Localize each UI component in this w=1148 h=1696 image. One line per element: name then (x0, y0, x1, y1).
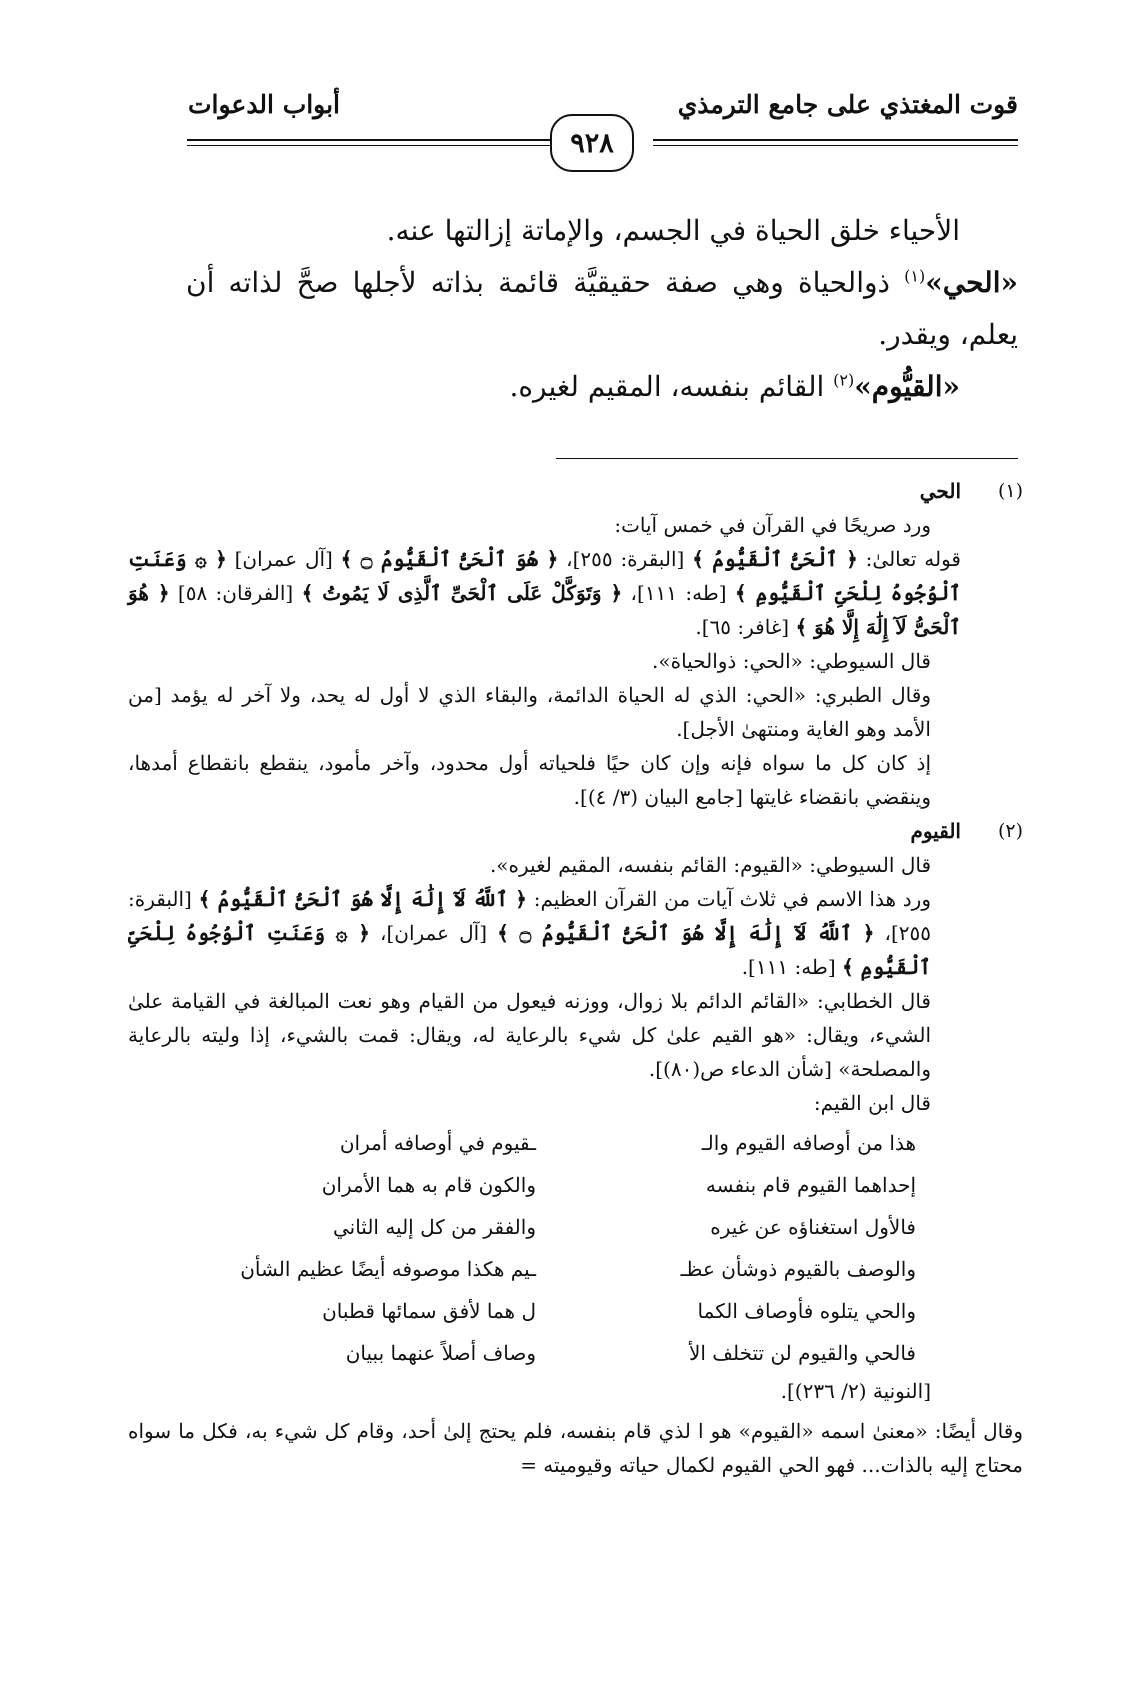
poem-line: ـيم هكذا موصوفه أيضًا عظيم الشأن (240, 1257, 536, 1281)
footnote-2-verses (128, 882, 961, 984)
main-paragraph-al-qayyum (186, 361, 1018, 413)
verse-ref: [آل عمران] (226, 547, 341, 571)
poem-line: وصاف أصلاً عنهما ببيان (345, 1341, 536, 1365)
quran-verse: ﴿ ٱللَّهُ لَآ إِلَٰهَ إِلَّا هُوَ ٱلْحَىُّ ٱلْقَيُّومُ ﴾ (198, 887, 527, 911)
main-paragraph-al-hayy (186, 257, 1018, 361)
al-qayyum-definition: القائم بنفسه، المقيم لغيره. (509, 370, 834, 403)
poem-second-hemistichs (216, 1122, 536, 1374)
footnote-1-title: الحي (919, 479, 961, 503)
footnote-ref-2: (٢) (833, 370, 855, 390)
verse-lead: قوله تعالىٰ: (857, 547, 961, 571)
footnote-1-suyuti: قال السيوطي: «الحي: ذوالحياة». (652, 649, 931, 673)
verse-ref: [غافر: ٦٥]. (695, 615, 796, 639)
term-al-hayy: «الحي» (925, 266, 1018, 299)
poem-line: والحي يتلوه فأوصاف الكما (697, 1299, 916, 1323)
term-al-qayyum: «القيُّوم» (854, 370, 960, 403)
footnote-continuation: وقال أيضًا: «معنىٰ اسمه «القيوم» هو ا لذي قام بنفسه، فلم يحتج إلىٰ أحد، وقام كل شيء به، فكل ما سواه محتاج إليه بالذات... فهو الحي القيوم لكمال حياته وقيوميته = (128, 1419, 1023, 1477)
footnote-2 (128, 814, 1023, 1408)
footnote-2-body (128, 814, 961, 1408)
footnote-2-number: (٢) (997, 820, 1023, 842)
quran-verse: ﴿ وَتَوَكَّلْ عَلَى ٱلْحَىِّ ٱلَّذِى لَا يَمُوتُ ﴾ (301, 581, 623, 605)
poem-line: والوصف بالقيوم ذوشأن عظـ (680, 1257, 916, 1281)
header-rule-left (187, 139, 550, 146)
footnote-divider (556, 458, 1018, 459)
quran-verse: ﴿ ٱلْحَىُّ ٱلْقَيُّومُ ﴾ (692, 547, 858, 571)
footnote-1 (128, 474, 1023, 814)
footnote-1-tabari-continued: إذ كان كل ما سواه فإنه وإن كان حيًا فلحياته أول محدود، وآخر مأمود، ينقطع بانقطاع أمدها، وينقضي بانقضاء غايتها [جامع البيان (٣/ ٤)]. (128, 751, 931, 809)
poem-line: فالأول استغناؤه عن غيره (710, 1215, 916, 1239)
verse-ref: [البقرة: ٢٥٥]، (558, 547, 693, 571)
footnote-2-khattabi: قال الخطابي: «القائم الدائم بلا زوال، ووزنه فيعول من القيام وهو نعت المبالغة في القيامة علىٰ الشيء، ويقال: «هو القيم علىٰ كل شيء بالرعاية له، ويقال: قمت بالشيء، إذا وليته بالرعاية والمصلحة» [شأن الدعاء ص(٨٠)]. (128, 989, 931, 1081)
verse-ref: [طه: ١١١]، (622, 581, 735, 605)
footnote-1-intro: ورد صريحًا في القرآن في خمس آيات: (614, 513, 931, 537)
poem-line: ـقيوم في أوصافه أمران (339, 1131, 536, 1155)
quran-verse: ﴿ هُوَ ٱلْحَىُّ ٱلْقَيُّومُ ۝ ﴾ (340, 547, 559, 571)
footnote-ref-1: (١) (904, 266, 926, 286)
footnotes (128, 474, 1023, 1482)
poem-source: [النونية (٢/ ٢٣٦)]. (780, 1379, 931, 1403)
footnote-1-tabari: وقال الطبري: «الحي: الذي له الحياة الدائمة، والبقاء الذي لا أول له يحد، ولا آخر له يؤمد [من الأمد وهو الغاية ومنتهىٰ الأجل]. (128, 683, 931, 741)
footnote-2-ibn-qayyim: قال ابن القيم: (813, 1091, 931, 1115)
poem (128, 1122, 961, 1374)
verse-ref: [آل عمران]، (369, 921, 498, 945)
poem-line: فالحي والقيوم لن تتخلف الأ (688, 1341, 916, 1365)
quran-verse: ﴿ ۞ وَعَنَتِ ٱلْوُجُوهُ لِلْحَىِّ ٱلْقَيُّومِ ﴾ (128, 921, 931, 979)
poem-line: والكون قام به هما الأمران (321, 1173, 536, 1197)
verse-ref: [البقرة: ٢٥٥]، (128, 887, 932, 945)
poem-line: إحداهما القيوم قام بنفسه (705, 1173, 916, 1197)
verse-ref: [طه: ١١١]. (741, 955, 842, 979)
footnote-1-body (128, 474, 961, 814)
quran-verse: ﴿ هُوَ ٱلْحَىُّ لَآ إِلَٰهَ إِلَّا هُوَ ﴾ (128, 581, 961, 639)
footnote-2-suyuti: قال السيوطي: «القيوم: القائم بنفسه، المقيم لغيره». (489, 853, 931, 877)
al-hayy-definition: ذوالحياة وهي صفة حقيقيَّة قائمة بذاته لأجلها صحَّ لذاته أن يعلم، ويقدر. (186, 266, 1018, 351)
quran-verse: ﴿ ٱللَّهُ لَآ إِلَٰهَ إِلَّا هُوَ ٱلْحَىُّ ٱلْقَيُّومُ ۝ ﴾ (497, 921, 875, 945)
quran-verse: ﴿ ۞ وَعَنَتِ ٱلْوُجُوهُ لِلْحَىِّ ٱلْقَيُّومِ ﴾ (128, 547, 961, 605)
poem-first-hemistichs (596, 1122, 916, 1374)
verse-ref: [الفرقان: ٥٨] (169, 581, 302, 605)
main-line-1: الأحياء خلق الحياة في الجسم، والإماتة إزالتها عنه. (386, 214, 960, 247)
footnote-2-title: القيوم (910, 819, 961, 843)
footnote-1-verses (128, 542, 961, 644)
page-number: ٩٢٨ (550, 114, 634, 172)
footnote-1-number: (١) (997, 480, 1023, 502)
running-head-book-title: قوت المغتذي على جامع الترمذي (677, 90, 1018, 119)
poem-line: هذا من أوصافه القيوم والـ (701, 1131, 916, 1155)
poem-line: والفقر من كل إليه الثاني (332, 1215, 536, 1239)
poem-line: ل هما لأفق سمائها قطبان (322, 1299, 536, 1323)
main-text (186, 205, 1018, 413)
running-head-section-title: أبواب الدعوات (188, 90, 341, 119)
header-rule-right (653, 139, 1018, 146)
verse-lead: ورد هذا الاسم في ثلاث آيات من القرآن العظيم: (527, 887, 931, 911)
